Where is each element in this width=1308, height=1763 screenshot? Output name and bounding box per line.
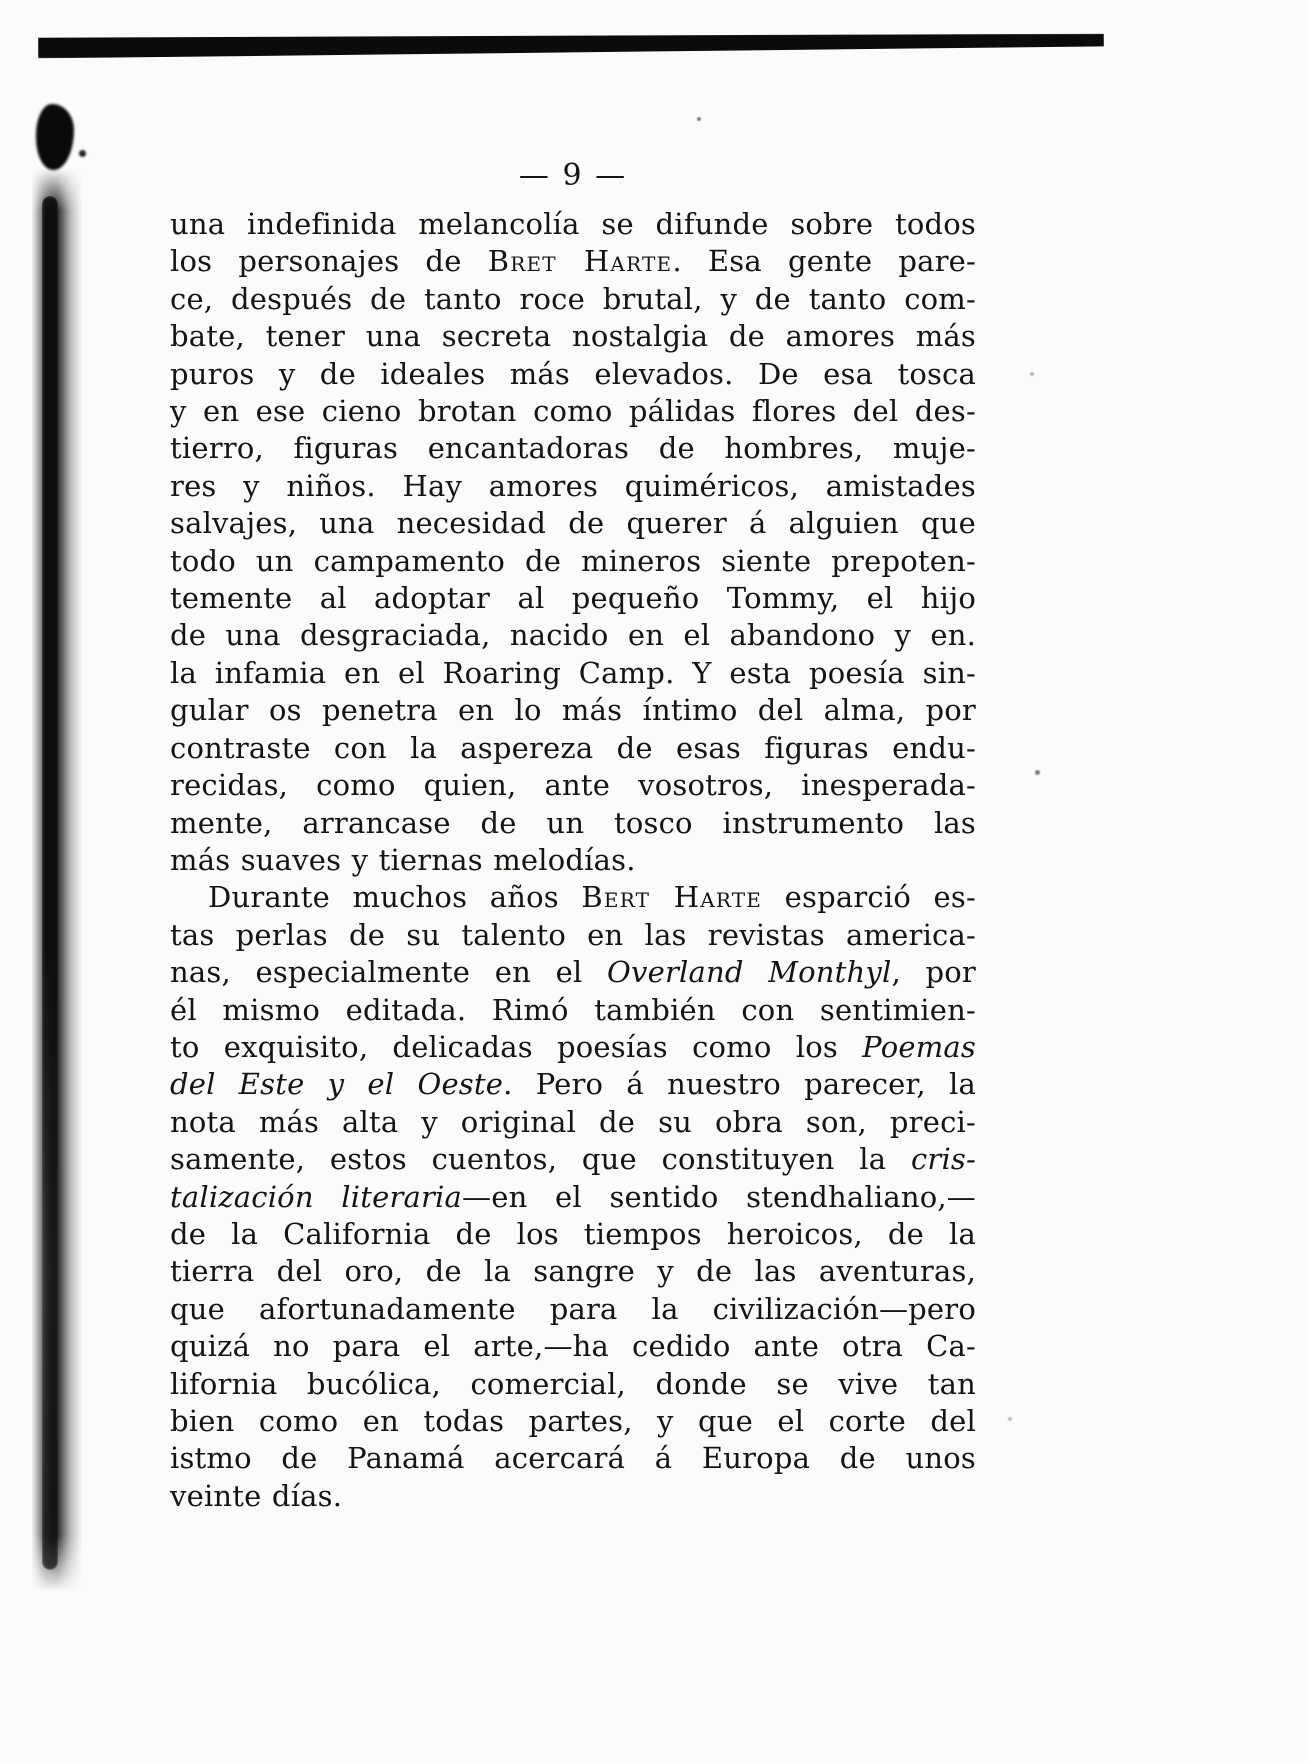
text-line bbox=[170, 1366, 976, 1403]
text-segment: ce, después de tanto roce brutal, y de tanto com- bbox=[170, 281, 976, 316]
text-segment: gular os penetra en lo más íntimo del alma, por bbox=[170, 693, 976, 728]
text-segment: bate, tener una secreta nostalgia de amores más bbox=[170, 319, 976, 354]
text-line bbox=[170, 1216, 976, 1253]
text-segment: res y niños. Hay amores quiméricos, amistades bbox=[170, 468, 976, 503]
text-segment: to exquisito, delicadas poesías como los bbox=[170, 1029, 863, 1064]
text-segment: tas perlas de su talento en las revistas america- bbox=[170, 917, 976, 952]
text-line bbox=[170, 617, 976, 654]
text-line bbox=[170, 1440, 976, 1477]
text-line bbox=[170, 356, 976, 393]
ink-speck bbox=[1030, 372, 1034, 376]
text-segment: los personajes de bbox=[170, 244, 488, 279]
text-segment: la infamia en el Roaring Camp. Y esta poesía sin- bbox=[170, 655, 976, 690]
text-line bbox=[170, 1141, 976, 1178]
ink-speck bbox=[697, 117, 701, 121]
text-line bbox=[170, 1104, 976, 1141]
scan-artifact-ink-dot bbox=[79, 150, 86, 157]
text-line bbox=[170, 1478, 976, 1515]
small-caps-name: Bret Harte bbox=[487, 244, 673, 279]
text-line bbox=[170, 468, 976, 505]
text-line bbox=[170, 505, 976, 542]
ink-speck bbox=[1035, 770, 1040, 775]
text-segment: , por bbox=[891, 955, 976, 990]
text-line bbox=[170, 1328, 976, 1365]
text-segment: nota más alta y original de su obra son, preci- bbox=[170, 1104, 976, 1139]
text-segment: tierro, figuras encantadoras de hombres, muje- bbox=[170, 431, 976, 466]
text-line bbox=[170, 767, 976, 804]
text-segment: —en el sentido stendhaliano,— bbox=[462, 1179, 976, 1214]
text-line bbox=[170, 281, 976, 318]
text-line bbox=[170, 992, 976, 1029]
text-line bbox=[170, 580, 976, 617]
scan-artifact-ink-blob bbox=[36, 104, 74, 170]
text-segment: todo un campamento de mineros siente prepoten- bbox=[170, 543, 976, 578]
page-number: — 9 — bbox=[518, 158, 628, 193]
text-segment: . Esa gente pare- bbox=[672, 244, 976, 279]
text-segment: de una desgraciada, nacido en el abandono y en. bbox=[170, 618, 976, 653]
text-line bbox=[170, 1291, 976, 1328]
scan-artifact-gutter-core bbox=[42, 196, 58, 1570]
text-segment: istmo de Panamá acercará á Europa de unos bbox=[170, 1441, 976, 1476]
text-segment: de la California de los tiempos heroicos, de la bbox=[170, 1216, 976, 1251]
italic-title: cris- bbox=[910, 1142, 976, 1177]
text-line bbox=[170, 842, 976, 879]
text-segment: contraste con la aspereza de esas figuras endu- bbox=[170, 730, 976, 765]
text-segment: quizá no para el arte,—ha cedido ante otra Ca- bbox=[170, 1329, 976, 1364]
text-line bbox=[170, 917, 976, 954]
text-line bbox=[170, 1403, 976, 1440]
text-line bbox=[170, 543, 976, 580]
small-caps-name: Bert Harte bbox=[581, 880, 763, 915]
text-line bbox=[170, 1253, 976, 1290]
ink-speck bbox=[1008, 1417, 1012, 1421]
text-segment: que afortunadamente para la civilización—pero bbox=[170, 1291, 976, 1326]
text-line bbox=[170, 805, 976, 842]
text-line bbox=[170, 430, 976, 467]
text-line bbox=[170, 730, 976, 767]
text-line bbox=[170, 318, 976, 355]
text-segment: tierra del oro, de la sangre y de las aventuras, bbox=[170, 1254, 976, 1289]
italic-title: Poemas bbox=[862, 1029, 976, 1064]
text-line bbox=[170, 879, 976, 916]
text-segment: temente al adoptar al pequeño Tommy, el hijo bbox=[170, 581, 976, 616]
italic-title: Overland Monthyl bbox=[607, 955, 892, 990]
text-segment: recidas, como quien, ante vosotros, inesperada- bbox=[170, 768, 976, 803]
text-segment: nas, especialmente en el bbox=[170, 955, 608, 990]
text-segment: samente, estos cuentos, que constituyen la bbox=[170, 1142, 911, 1177]
text-line bbox=[170, 1179, 976, 1216]
text-segment: lifornia bucólica, comercial, donde se vive tan bbox=[170, 1366, 976, 1401]
text-line bbox=[170, 954, 976, 991]
text-segment: salvajes, una necesidad de querer á alguien que bbox=[170, 506, 976, 541]
text-segment: veinte días. bbox=[170, 1478, 343, 1513]
italic-title: del Este y el Oeste bbox=[170, 1067, 504, 1102]
text-line bbox=[170, 692, 976, 729]
text-line bbox=[170, 393, 976, 430]
text-segment: puros y de ideales más elevados. De esa tosca bbox=[170, 356, 976, 391]
text-segment: más suaves y tiernas melodías. bbox=[170, 842, 636, 877]
text-segment: esparció es- bbox=[762, 880, 976, 915]
text-segment: mente, arrancase de un tosco instrumento las bbox=[170, 805, 976, 840]
text-block bbox=[170, 206, 976, 1515]
text-line bbox=[170, 243, 976, 280]
text-segment: y en ese cieno brotan como pálidas flores del des- bbox=[170, 394, 976, 429]
italic-title: talización literaria bbox=[170, 1179, 463, 1214]
text-segment: Durante muchos años bbox=[208, 880, 582, 915]
text-line bbox=[170, 1029, 976, 1066]
scan-artifact-top-bar bbox=[38, 34, 1104, 59]
text-segment: una indefinida melancolía se difunde sobre todos bbox=[170, 207, 976, 241]
text-line bbox=[170, 206, 976, 243]
text-segment: . Pero á nuestro parecer, la bbox=[503, 1067, 976, 1102]
text-segment: bien como en todas partes, y que el corte del bbox=[170, 1404, 976, 1438]
text-line bbox=[170, 655, 976, 692]
text-segment: él mismo editada. Rimó también con sentimien- bbox=[170, 992, 976, 1027]
text-line bbox=[170, 1066, 976, 1103]
